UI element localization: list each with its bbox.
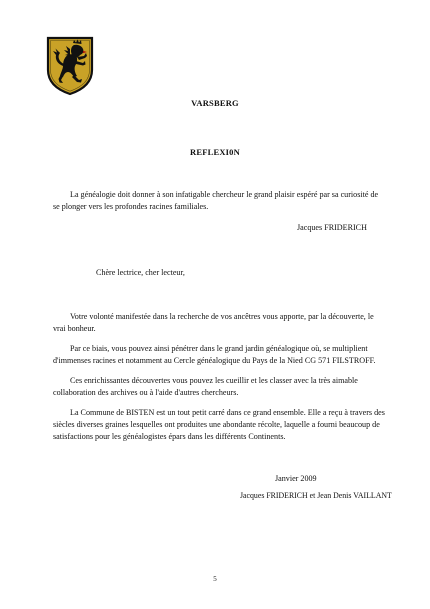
- epigraph-line: La généalogie doit donner à son infatigable chercheur le grand plaisir espéré par sa curiosité de: [70, 190, 379, 199]
- closing-date: Janvier 2009: [275, 474, 317, 483]
- page-title: REFLEXI0N: [190, 147, 240, 157]
- epigraph-author: Jacques FRIDERICH: [297, 223, 367, 232]
- paragraph-line: La Commune de BISTEN est un tout petit carré dans ce grand ensemble. Elle a reçu à travers des: [70, 408, 385, 417]
- village-heading: VARSBERG: [191, 98, 239, 108]
- paragraph-line: Par ce biais, vous pouvez ainsi pénétrer dans le grand jardin généalogique où, se multiplient: [70, 344, 368, 353]
- paragraph-line: satisfactions pour les généalogistes épars dans les différents Continents.: [53, 432, 286, 441]
- paragraph-line: vrai bonheur.: [53, 324, 96, 333]
- paragraph-line: Votre volonté manifestée dans la recherche de vos ancêtres vous apporte, par la découverte, le: [70, 312, 374, 321]
- paragraph-line: Ces enrichissantes découvertes vous pouvez les cueillir et les classer avec la très aimable: [70, 376, 358, 385]
- salutation: Chère lectrice, cher lecteur,: [96, 268, 185, 277]
- paragraph-line: collaboration des archives ou à l'aide d'autres chercheurs.: [53, 388, 239, 397]
- page-number: 5: [213, 575, 217, 583]
- epigraph-line: se plonger vers les profondes racines familiales.: [53, 202, 209, 211]
- paragraph-line: d'immenses racines et notamment au Cercle généalogique du Pays de la Nied CG 571 FILSTROFF.: [53, 356, 376, 365]
- closing-signatories: Jacques FRIDERICH et Jean Denis VAILLANT: [240, 491, 392, 500]
- paragraph-line: siècles diverses graines lesquelles ont produites une abondante récolte, laquelle a fourni beaucoup de: [53, 420, 380, 429]
- heraldic-lion-shield-icon: [46, 36, 94, 96]
